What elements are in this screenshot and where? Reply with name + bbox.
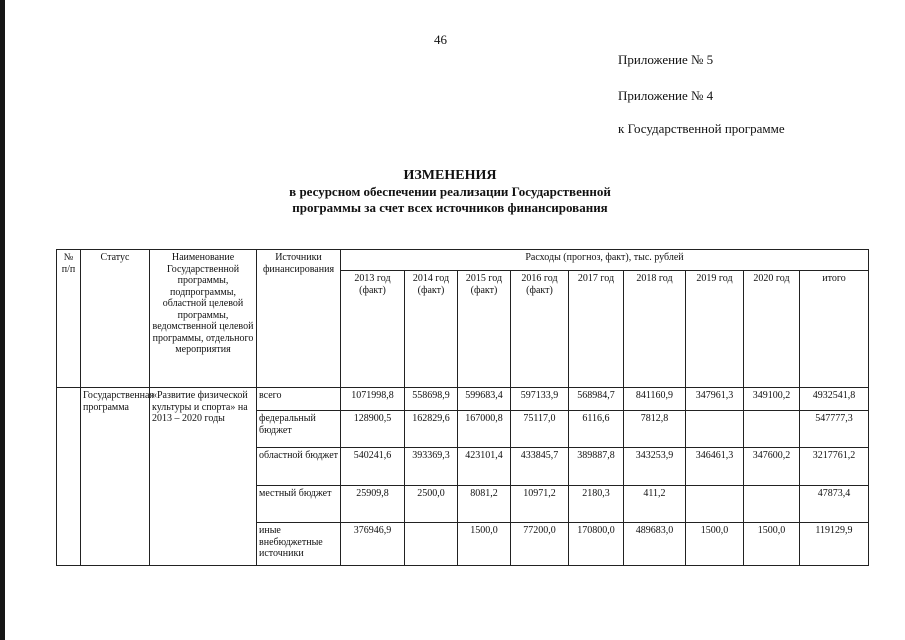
- header-year-2017: 2017 год: [569, 271, 624, 388]
- title-line-3: программы за счет всех источников финансирования: [292, 200, 608, 215]
- header-year-2015: 2015 год (факт): [458, 271, 511, 388]
- value-cell: [405, 523, 458, 566]
- table-row: [57, 388, 869, 411]
- value-cell: 25909,8: [341, 486, 405, 523]
- value-cell: 2500,0: [405, 486, 458, 523]
- header-year-2016: 2016 год (факт): [511, 271, 569, 388]
- value-cell: 1500,0: [744, 523, 800, 566]
- source-cell: всего: [257, 388, 341, 411]
- budget-table: [56, 249, 869, 566]
- value-cell: 75117,0: [511, 411, 569, 448]
- value-cell: 433845,7: [511, 448, 569, 486]
- value-cell: 10971,2: [511, 486, 569, 523]
- header-year-2019: 2019 год: [686, 271, 744, 388]
- header-status: Статус: [81, 250, 150, 388]
- value-cell: 77200,0: [511, 523, 569, 566]
- value-cell: 1500,0: [686, 523, 744, 566]
- value-cell: [744, 486, 800, 523]
- value-cell: 346461,3: [686, 448, 744, 486]
- value-cell: 841160,9: [624, 388, 686, 411]
- value-cell: 162829,6: [405, 411, 458, 448]
- value-cell: 376946,9: [341, 523, 405, 566]
- total-cell: 4932541,8: [800, 388, 869, 411]
- value-cell: 389887,8: [569, 448, 624, 486]
- title-main: ИЗМЕНЕНИЯ: [403, 168, 497, 183]
- source-cell: федеральный бюджет: [257, 411, 341, 448]
- total-cell: 3217761,2: [800, 448, 869, 486]
- title-line-2: в ресурсном обеспечении реализации Государственной: [289, 184, 611, 199]
- value-cell: 349100,2: [744, 388, 800, 411]
- value-cell: 128900,5: [341, 411, 405, 448]
- value-cell: 393369,3: [405, 448, 458, 486]
- value-cell: 347600,2: [744, 448, 800, 486]
- total-cell: 47873,4: [800, 486, 869, 523]
- value-cell: 423101,4: [458, 448, 511, 486]
- value-cell: 167000,8: [458, 411, 511, 448]
- value-cell: 343253,9: [624, 448, 686, 486]
- value-cell: 489683,0: [624, 523, 686, 566]
- row-number-cell: [57, 388, 81, 566]
- header-num: № п/п: [57, 250, 81, 388]
- value-cell: 597133,9: [511, 388, 569, 411]
- appendix-line-3: к Государственной программе: [618, 121, 785, 136]
- value-cell: 1500,0: [458, 523, 511, 566]
- value-cell: 599683,4: [458, 388, 511, 411]
- program-status: Государственная программа: [81, 388, 150, 566]
- value-cell: 411,2: [624, 486, 686, 523]
- value-cell: 8081,2: [458, 486, 511, 523]
- page-number: 46: [434, 32, 447, 47]
- source-cell: местный бюджет: [257, 486, 341, 523]
- total-cell: 119129,9: [800, 523, 869, 566]
- scan-edge-bar: [0, 0, 5, 640]
- header-year-2018: 2018 год: [624, 271, 686, 388]
- header-expenses: Расходы (прогноз, факт), тыс. рублей: [341, 250, 869, 271]
- value-cell: 2180,3: [569, 486, 624, 523]
- value-cell: 1071998,8: [341, 388, 405, 411]
- value-cell: 347961,3: [686, 388, 744, 411]
- value-cell: [686, 411, 744, 448]
- appendix-line-1: Приложение № 5: [618, 52, 714, 67]
- header-name: Наименование Государственной программы, подпрограммы, областной целевой программы, ведомственной целевой программы, отдельного мероприятия: [150, 250, 257, 388]
- value-cell: 7812,8: [624, 411, 686, 448]
- value-cell: 568984,7: [569, 388, 624, 411]
- value-cell: 540241,6: [341, 448, 405, 486]
- source-cell: областной бюджет: [257, 448, 341, 486]
- source-cell: иные внебюджетные источники: [257, 523, 341, 566]
- appendix-line-2: Приложение № 4: [618, 88, 714, 103]
- header-row-1: [57, 250, 869, 271]
- program-name: «Развитие физической культуры и спорта» на 2013 – 2020 годы: [150, 388, 257, 566]
- header-year-2020: 2020 год: [744, 271, 800, 388]
- value-cell: [744, 411, 800, 448]
- header-sources: Источники финансирования: [257, 250, 341, 388]
- value-cell: [686, 486, 744, 523]
- header-total: итого: [800, 271, 869, 388]
- header-year-2013: 2013 год (факт): [341, 271, 405, 388]
- value-cell: 6116,6: [569, 411, 624, 448]
- header-year-2014: 2014 год (факт): [405, 271, 458, 388]
- value-cell: 170800,0: [569, 523, 624, 566]
- value-cell: 558698,9: [405, 388, 458, 411]
- total-cell: 547777,3: [800, 411, 869, 448]
- document-title: [200, 168, 700, 216]
